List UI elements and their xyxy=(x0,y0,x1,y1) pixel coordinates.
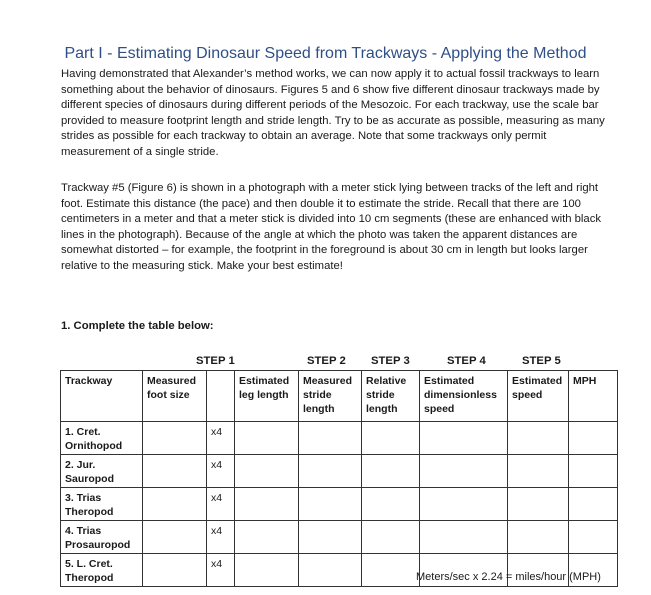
multiplier-cell: x4 xyxy=(207,422,235,455)
speed-input[interactable] xyxy=(508,488,569,521)
table-row xyxy=(61,488,618,521)
foot-size-input[interactable] xyxy=(143,455,207,488)
table-row xyxy=(61,521,618,554)
dimensionless-speed-input[interactable] xyxy=(420,422,508,455)
table-row xyxy=(61,455,618,488)
question-heading: 1. Complete the table below: xyxy=(61,320,214,332)
results-table xyxy=(60,370,618,587)
leg-length-input[interactable] xyxy=(235,422,299,455)
stride-length-input[interactable] xyxy=(299,422,362,455)
stride-length-input[interactable] xyxy=(299,455,362,488)
relative-stride-input[interactable] xyxy=(362,422,420,455)
trackway-cell: 4. Trias Prosauropod xyxy=(61,521,143,554)
header-estimated-dimensionless-speed: Estimated dimensionless speed xyxy=(420,371,508,422)
relative-stride-input[interactable] xyxy=(362,521,420,554)
stride-length-input[interactable] xyxy=(299,521,362,554)
step-1-label: STEP 1 xyxy=(196,355,235,367)
step-5-label: STEP 5 xyxy=(522,355,561,367)
mph-input[interactable] xyxy=(569,422,618,455)
multiplier-cell: x4 xyxy=(207,554,235,587)
header-relative-stride-length: Relative stride length xyxy=(362,371,420,422)
mph-input[interactable] xyxy=(569,455,618,488)
stride-length-input[interactable] xyxy=(299,488,362,521)
table-row xyxy=(61,422,618,455)
speed-input[interactable] xyxy=(508,422,569,455)
dimensionless-speed-input[interactable] xyxy=(420,488,508,521)
header-measured-foot-size: Measured foot size xyxy=(143,371,207,422)
trackway-cell: 2. Jur. Sauropod xyxy=(61,455,143,488)
header-estimated-leg-length: Estimated leg length xyxy=(235,371,299,422)
multiplier-cell: x4 xyxy=(207,455,235,488)
foot-size-input[interactable] xyxy=(143,488,207,521)
step-2-label: STEP 2 xyxy=(307,355,346,367)
intro-paragraph: Having demonstrated that Alexander’s method works, we can now apply it to actual fossil trackways to learn something about the behavior of dinosaurs. Figures 5 and 6 show five different dinosaur trackways made by different species of dinosaurs during different periods of the Mesozoic. For each trackway, use the scale bar provided to measure footprint length and stride length. Try to be as accurate as possible, measuring as many strides as possible for each trackway to obtain an average. Note that some trackways only permit measurement of a single stride. xyxy=(61,68,605,158)
speed-input[interactable] xyxy=(508,455,569,488)
trackway5-paragraph: Trackway #5 (Figure 6) is shown in a photograph with a meter stick lying between tracks of the left and right foot. Estimate this distance (the pace) and then double it to estimate the stride. Recall that there are 100 centimeters in a meter and that a meter stick is divided into 10 cm segments (these are enhanced with black lines in the photograph). Because of the angle at which the photo was taken the apparent distances are somewhat distorted – for example, the footprint in the foreground is about 30 cm in length but looks larger relative to the measuring stick. Make your best estimate! xyxy=(61,182,602,272)
trackway-cell: 1. Cret. Ornithopod xyxy=(61,422,143,455)
header-measured-stride-length: Measured stride length xyxy=(299,371,362,422)
trackway-cell: 5. L. Cret. Theropod xyxy=(61,554,143,587)
leg-length-input[interactable] xyxy=(235,554,299,587)
conversion-note: Meters/sec x 2.24 = miles/hour (MPH) xyxy=(416,571,601,583)
relative-stride-input[interactable] xyxy=(362,488,420,521)
leg-length-input[interactable] xyxy=(235,455,299,488)
foot-size-input[interactable] xyxy=(143,554,207,587)
leg-length-input[interactable] xyxy=(235,521,299,554)
table-header-row xyxy=(61,371,618,422)
relative-stride-input[interactable] xyxy=(362,455,420,488)
relative-stride-input[interactable] xyxy=(362,554,420,587)
foot-size-input[interactable] xyxy=(143,521,207,554)
multiplier-cell: x4 xyxy=(207,488,235,521)
mph-input[interactable] xyxy=(569,521,618,554)
leg-length-input[interactable] xyxy=(235,488,299,521)
page-title: Part I - Estimating Dinosaur Speed from Trackways - Applying the Method xyxy=(64,45,587,62)
trackway-cell: 3. Trias Theropod xyxy=(61,488,143,521)
header-trackway: Trackway xyxy=(61,371,143,422)
foot-size-input[interactable] xyxy=(143,422,207,455)
mph-input[interactable] xyxy=(569,488,618,521)
dimensionless-speed-input[interactable] xyxy=(420,455,508,488)
multiplier-cell: x4 xyxy=(207,521,235,554)
step-3-label: STEP 3 xyxy=(371,355,410,367)
header-estimated-speed: Estimated speed xyxy=(508,371,569,422)
step-4-label: STEP 4 xyxy=(447,355,486,367)
dimensionless-speed-input[interactable] xyxy=(420,521,508,554)
stride-length-input[interactable] xyxy=(299,554,362,587)
speed-input[interactable] xyxy=(508,521,569,554)
header-multiplier xyxy=(207,371,235,422)
header-mph: MPH xyxy=(569,371,618,422)
